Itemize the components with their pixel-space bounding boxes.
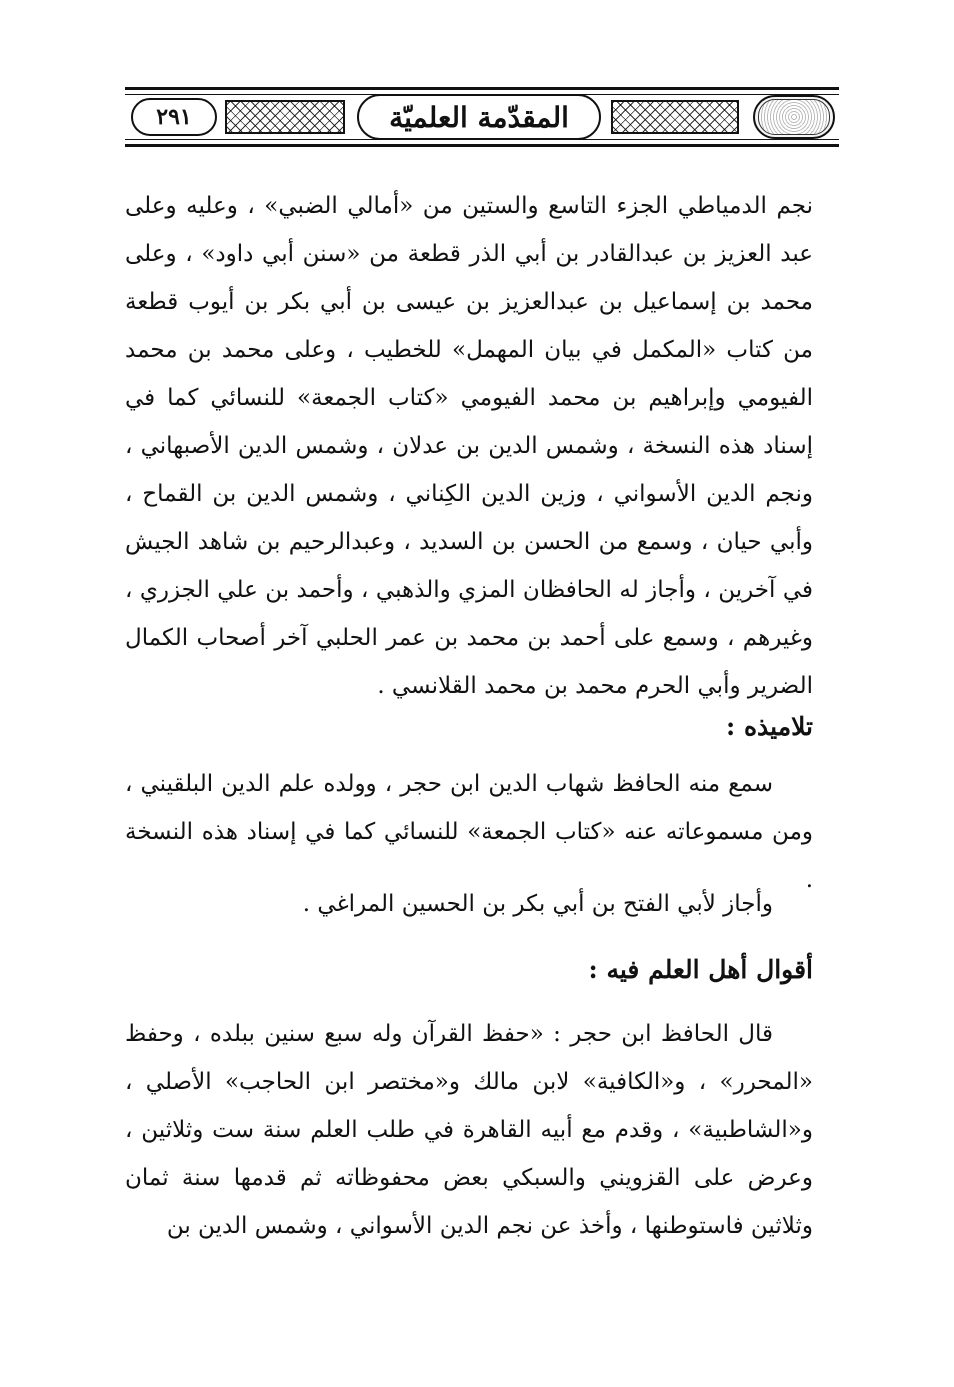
header-ornament-right: [611, 100, 739, 134]
paragraph-4: قال الحافظ ابن حجر : «حفظ القرآن وله سبع سنين ببلده ، وحفظ «المحرر» ، و«الكافية» لابن مالك و«مختصر ابن الحاجب» الأصلي ، و«الشاطبية» ، وقدم مع أبيه القاهرة في طلب العلم سنة ست وثلاثين ، وعرض على القزويني والسبكي بعض محفوظاته ثم قدمها سنة ثمان وثلاثين فاستوطنها ، وأخذ عن نجم الدين الأسواني ، وشمس الدين بن: [125, 1021, 813, 1239]
page-header: [125, 87, 839, 147]
seal-icon: [758, 99, 830, 135]
paragraph-2: سمع منه الحافظ شهاب الدين ابن حجر ، وولده علم الدين البلقيني ، ومن مسموعاته عنه «كتاب الجمعة» للنسائي كما في إسناد هذه النسخة .: [125, 771, 813, 893]
publisher-logo-icon: [753, 95, 835, 139]
paragraph-3: وأجاز لأبي الفتح بن أبي بكر بن الحسين المراغي .: [302, 891, 773, 917]
heading-students: تلاميذه :: [726, 712, 813, 741]
heading-sayings: أقوال أهل العلم فيه :: [588, 955, 813, 984]
paragraph-1: نجم الدمياطي الجزء التاسع والستين من «أمالي الضبي» ، وعليه وعلى عبد العزيز بن عبدالقادر بن أبي الذر قطعة من «سنن أبي داود» ، وعلى محمد بن إسماعيل بن عبدالعزيز بن عيسى بن أبي بكر بن أيوب قطعة من كتاب «المكمل في بيان المهمل» للخطيب ، وعلى محمد بن محمد الفيومي وإبراهيم بن محمد الفيومي «كتاب الجمعة» للنسائي كما في إسناد هذه النسخة ، وشمس الدين بن عدلان ، وشمس الدين الأصبهاني ، ونجم الدين الأسواني ، وزين الدين الكِناني ، وشمس الدين بن القماح ، وأبي حيان ، وسمع من الحسن بن السديد ، وعبدالرحيم بن شاهد الجيش في آخرين ، وأجاز له الحافظان المزي والذهبي ، وأحمد بن علي الجزري ، وغيرهم ، وسمع على أحمد بن محمد بن عمر الحلبي آخر أصحاب الكمال الضرير وأبي الحرم محمد بن محمد القلانسي .: [125, 193, 813, 699]
header-ornament-left: [225, 100, 345, 134]
page-number: ٢٩١: [131, 98, 217, 136]
running-title: المقدّمة العلميّة: [357, 94, 601, 140]
